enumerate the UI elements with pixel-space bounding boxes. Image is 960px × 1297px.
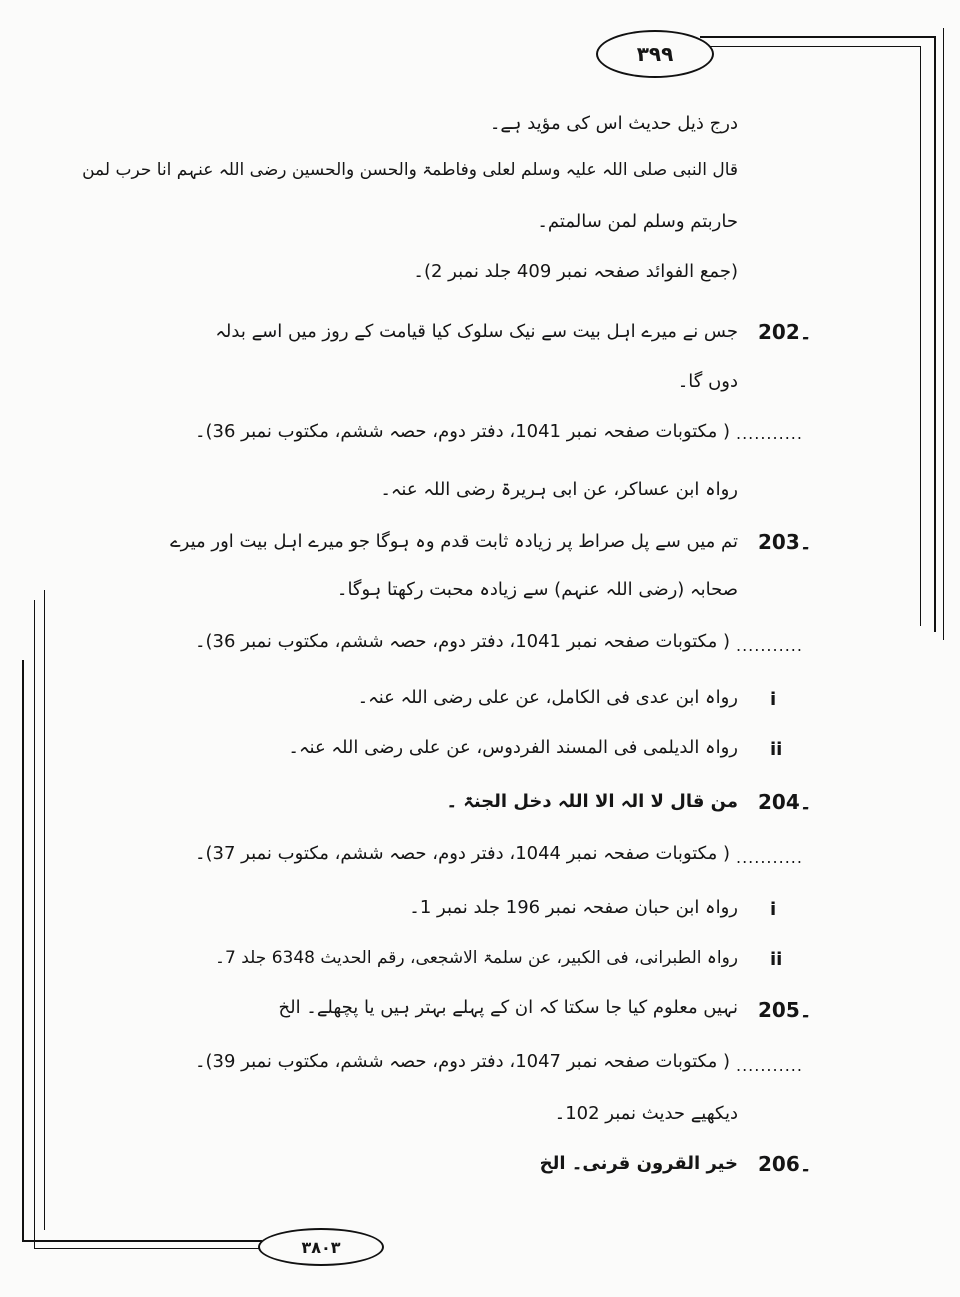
frame-top-rule-inner [704, 46, 920, 47]
hadith-206-line-1: خیر القرون قرنی۔ الخ [539, 1153, 738, 1174]
hadith-205-reference: ( مکتوبات صفحہ نمبر 1047، دفتر دوم، حصہ ششم، مکتوب نمبر 39)۔ [194, 1051, 730, 1072]
hadith-202-line-1: جس نے میرے اہل بیت سے نیک سلوک کیا قیامت کے روز میں اسے بدلہ [215, 321, 738, 342]
hadith-202-line-2: دوں گا۔ [677, 371, 738, 392]
intro-line-3: حاربتم وسلم لمن سالمتم۔ [537, 211, 738, 232]
hadith-202-narrator: رواہ ابن عساکر، عن ابی ہریرۃ رضی اللہ عنہ۔ [380, 479, 738, 500]
item-marker-ii: ii [770, 949, 783, 970]
hadith-202-reference: ( مکتوبات صفحہ نمبر 1041، دفتر دوم، حصہ ششم، مکتوب نمبر 36)۔ [194, 421, 730, 442]
intro-reference: (جمع الفوائد صفحہ نمبر 409 جلد نمبر 2)۔ [413, 261, 738, 282]
header-page-number: ۳۹۹ [596, 30, 714, 78]
intro-line-2: قال النبی صلی اللہ علیہ وسلم لعلی وفاطمۃ والحسن والحسین رضی اللہ عنہم انا حرب لمن [82, 160, 738, 180]
hadith-number-202: 202۔ [758, 320, 812, 344]
hadith-203-reference: ( مکتوبات صفحہ نمبر 1041، دفتر دوم، حصہ ششم، مکتوب نمبر 36)۔ [194, 631, 730, 652]
ref-dots: ........... [736, 848, 803, 867]
frame-bottom-rule-inner [34, 1248, 260, 1249]
frame-right-rule-third [920, 46, 921, 626]
ref-dots: ........... [736, 1056, 803, 1075]
hadith-number-204: 204۔ [758, 790, 812, 814]
hadith-205-line-1: نہیں معلوم کیا جا سکتا کہ ان کے پہلے بہتر ہیں یا پچھلے۔ الخ [278, 997, 738, 1018]
hadith-number-206: 206۔ [758, 1152, 812, 1176]
item-marker-ii: ii [770, 739, 783, 760]
hadith-204-narrator-ii: رواہ الطبرانی، فی الکبیر، عن سلمۃ الاشجعی، رقم الحدیث 6348 جلد 7۔ [215, 948, 738, 968]
hadith-number-205: 205۔ [758, 998, 812, 1022]
hadith-204-reference: ( مکتوبات صفحہ نمبر 1044، دفتر دوم، حصہ ششم، مکتوب نمبر 37)۔ [194, 843, 730, 864]
ref-dots: ........... [736, 424, 803, 443]
hadith-number-203: 203۔ [758, 530, 812, 554]
frame-right-rule-inner [943, 28, 944, 640]
hadith-204-narrator-i: رواہ ابن حبان صفحہ نمبر 196 جلد نمبر 1۔ [409, 897, 738, 918]
ref-dots: ........... [736, 636, 803, 655]
hadith-205-see-also: دیکھیے حدیث نمبر 102۔ [554, 1103, 738, 1124]
footer-page-number: ۳۸۰۳ [258, 1228, 384, 1266]
frame-top-rule [700, 36, 936, 38]
hadith-203-line-1: تم میں سے پل صراط پر زیادہ ثابت قدم وہ ہوگا جو میرے اہل بیت اور میرے [170, 531, 738, 552]
hadith-203-narrator-ii: رواہ الدیلمی فی المسند الفردوس، عن علی رضی اللہ عنہ۔ [288, 737, 738, 758]
item-marker-i: i [770, 689, 777, 710]
frame-right-rule-outer [934, 36, 936, 632]
frame-left-rule-outer [22, 660, 24, 1242]
hadith-203-narrator-i: رواہ ابن عدی فی الکامل، عن علی رضی اللہ عنہ۔ [357, 687, 738, 708]
frame-bottom-rule [22, 1240, 262, 1242]
hadith-203-line-2: صحابہ (رضی اللہ عنہم) سے زیادہ محبت رکھتا ہوگا۔ [336, 579, 738, 600]
frame-left-rule-third [44, 590, 45, 1230]
item-marker-i: i [770, 899, 777, 920]
frame-left-rule-inner [34, 600, 35, 1248]
intro-line-1: درج ذیل حدیث اس کی مؤید ہے۔ [489, 113, 738, 134]
hadith-204-line-1: من قال لا الہ الا اللہ دخل الجنۃ ۔ [446, 791, 738, 812]
